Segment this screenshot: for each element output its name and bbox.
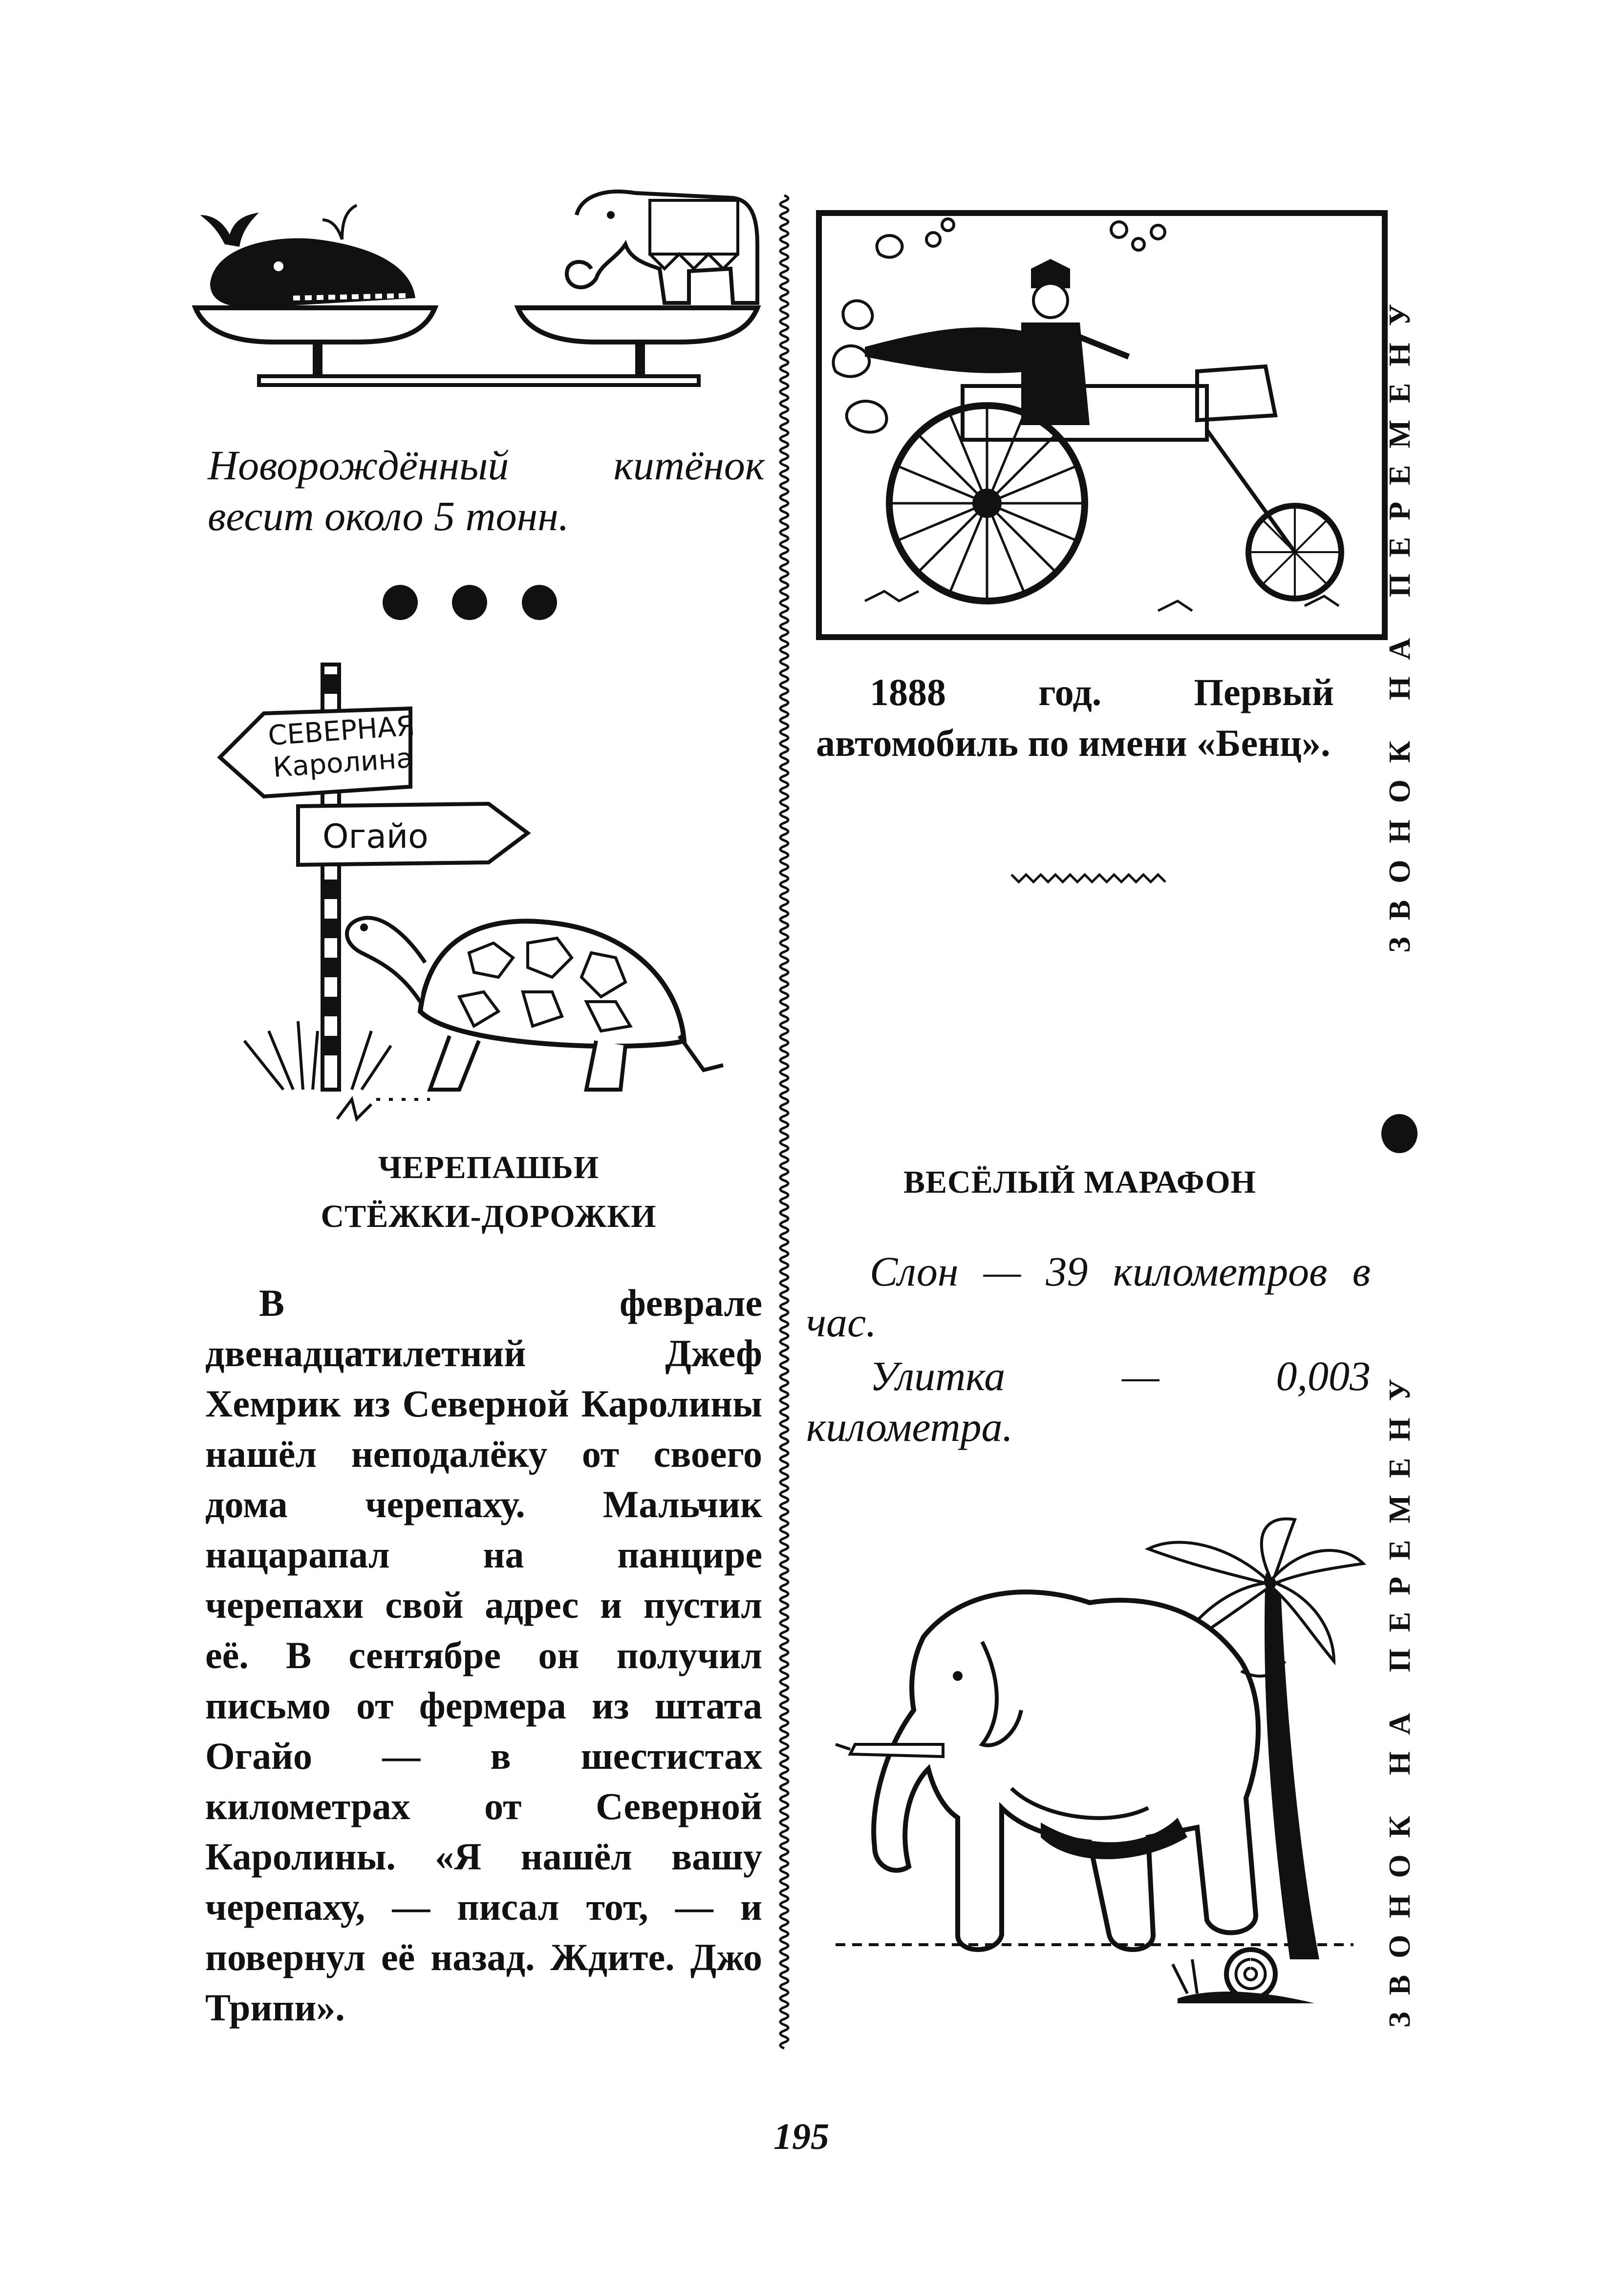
benz-car-illustration <box>816 210 1388 640</box>
marathon-elephant-speed: Слон — 39 километров в час. <box>806 1248 1371 1346</box>
small-wavy-separator <box>1011 870 1168 884</box>
turtle-heading-line2: СТЁЖКИ-ДОРОЖКИ <box>321 1199 657 1234</box>
marathon-heading: ВЕСЁЛЫЙ МАРАФОН <box>903 1164 1257 1200</box>
turtle-story <box>205 1278 762 2033</box>
whale-elephant-scales-illustration <box>195 186 772 440</box>
side-label-top: ЗВОНОК НА ПЕРЕМЕНУ <box>1383 287 1417 953</box>
turtle-story-text: В феврале двенадцатилетний Джеф Хемрик из Северной Каролины нашёл неподалёку от своего дома черепаху. Мальчик нацарапал на панцире черепахи свой адрес и пустил её. В сентябре он получил письмо от фермера из штата Огайо — в шестистах километрах от Северной Каролины. «Я нашёл вашу черепаху, — писал тот, — и повернул её назад. Ждите. Джо Трипи». <box>205 1282 762 2029</box>
turtle-signpost-illustration <box>215 660 772 1138</box>
separator-dot <box>452 585 487 620</box>
page-number: 195 <box>773 2116 829 2157</box>
wavy-column-divider <box>774 195 794 2047</box>
sign-ohio: Огайо <box>322 817 429 856</box>
sign-north-carolina-line1: СЕВЕРНАЯ <box>267 710 416 752</box>
turtle-heading-line1: ЧЕРЕПАШЬИ <box>378 1150 600 1185</box>
marathon-text <box>806 1246 1371 1452</box>
whale-caption: Новорождённый китёнок весит около 5 тонн. <box>208 442 765 539</box>
side-dot <box>1381 1114 1417 1153</box>
side-label-bottom: ЗВОНОК НА ПЕРЕМЕНУ <box>1383 1362 1417 2028</box>
elephant-snail-illustration <box>836 1515 1373 2042</box>
sign-north-carolina-line2: Каролина <box>272 742 414 784</box>
marathon-snail-speed: Улитка — 0,003 километра. <box>806 1352 1371 1450</box>
car-caption: 1888 год. Первый автомобиль по имени «Бенц». <box>816 671 1334 764</box>
separator-dot <box>522 585 557 620</box>
separator-dot <box>383 585 418 620</box>
